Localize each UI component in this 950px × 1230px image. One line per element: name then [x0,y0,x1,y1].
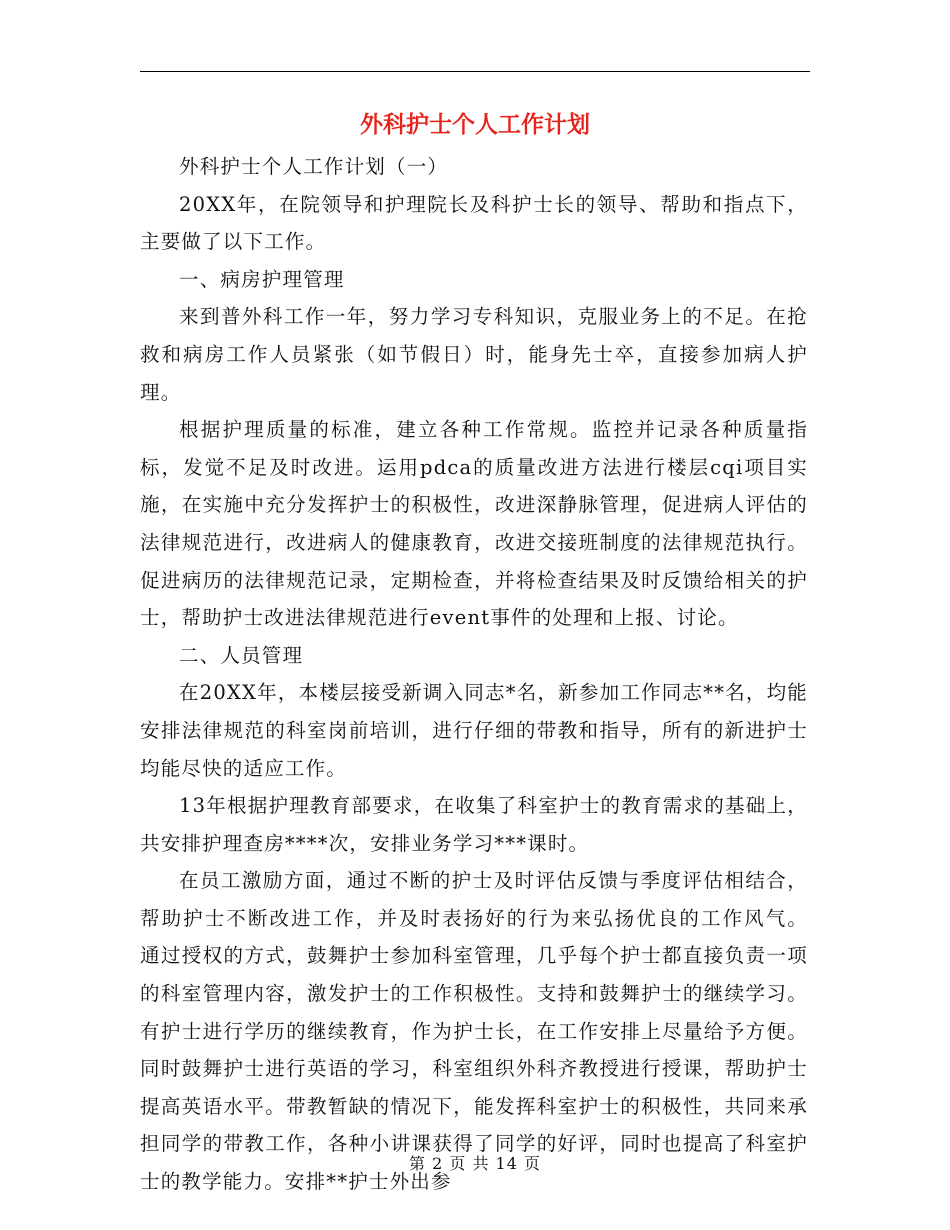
body-paragraph: 13年根据护理教育部要求，在收集了科室护士的教育需求的基础上，共安排护理查房****次，安排业务学习***课时。 [140,794,808,855]
section-heading-ward-management: 一、病房护理管理 [179,267,345,291]
section-heading-staff-management: 二、人员管理 [179,643,304,667]
intro-paragraph: 20XX年，在院领导和护理院长及科护士长的领导、帮助和指点下，主要做了以下工作。 [140,192,808,254]
body-paragraph: 根据护理质量的标准，建立各种工作常规。监控并记录各种质量指标，发觉不足及时改进。运用pdca的质量改进方法进行楼层cqi项目实施，在实施中充分发挥护士的积极性，改进深静脉管理，促进病人评估的法律规范进行，改进病人的健康教育，改进交接班制度的法律规范执行。促进病历的法律规范记录，定期检查，并将检查结果及时反馈给相关的护士，帮助护士改进法律规范进行event事件的处理和上报、讨论。 [140,418,808,630]
body-paragraph: 在员工激励方面，通过不断的护士及时评估反馈与季度评估相结合，帮助护士不断改进工作，并及时表扬好的行为来弘扬优良的工作风气。 通过授权的方式，鼓舞护士参加科室管理，几乎每个护士都直接负责一项的科室管理内容，激发护士的工作积极性。支持和鼓舞护士的继续学习。有护士进行学历的继续教育，作为护士长，在工作安排上尽量给予方便。同时鼓舞护士进行英语的学习，科室组织外科齐教授进行授课，帮助护士提高英语水平。带教暂缺的情况下，能发挥科室护士的积极性，共同来承担同学的带教工作，各种小讲课获得了同学的好评，同时也提高了科室护士的教学能力。安排**护士外出参 [140,869,808,1194]
subtitle-paragraph: 外科护士个人工作计划（一） [179,155,449,178]
page-number-footer: 第 2 页 共 14 页 [409,1154,541,1173]
body-paragraph: 来到普外科工作一年，努力学习专科知识，克服业务上的不足。在抢救和病房工作人员紧张（如节假日）时，能身先士卒，直接参加病人护理。 [140,305,808,404]
document-title: 外科护士个人工作计划 [360,111,590,138]
body-paragraph: 在20XX年，本楼层接受新调入同志*名，新参加工作同志**名，均能安排法律规范的科室岗前培训，进行仔细的带教和指导，所有的新进护士均能尽快的适应工作。 [140,681,808,780]
header-rule [140,71,810,72]
document-body [140,148,808,1201]
